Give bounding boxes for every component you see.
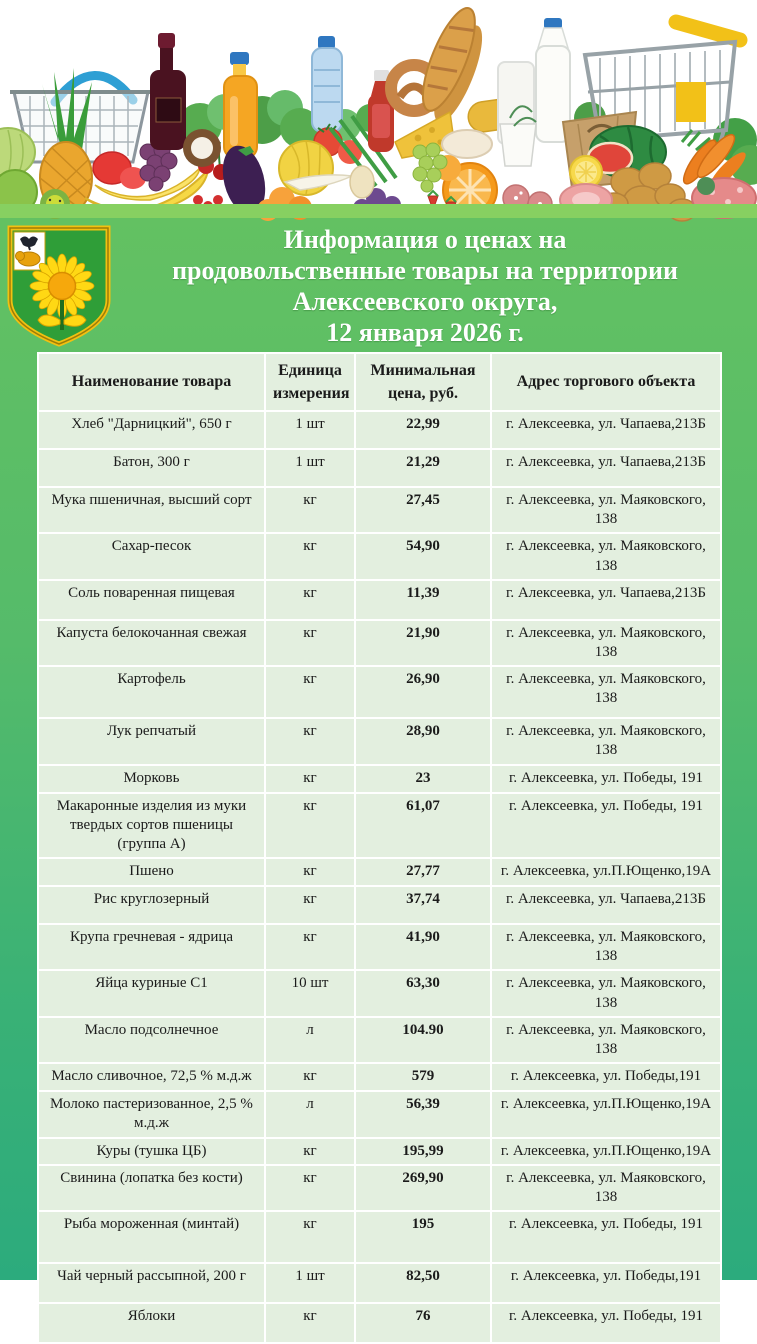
price-cell: 26,90 [355,666,491,718]
table-row [38,666,721,718]
unit-cell: кг [265,718,355,764]
unit-cell: кг [265,793,355,859]
price-cell: 104.90 [355,1017,491,1063]
name-cell: Картофель [38,666,265,718]
unit-cell: кг [265,487,355,533]
name-cell: Мука пшеничная, высший сорт [38,487,265,533]
table-row [38,886,721,924]
table-row [38,718,721,764]
unit-cell: кг [265,620,355,666]
unit-cell: л [265,1017,355,1063]
page-title-line: продовольственные товары на территории [172,256,678,285]
name-cell: Морковь [38,765,265,793]
price-cell: 28,90 [355,718,491,764]
unit-cell: л [265,1091,355,1137]
table-row [38,1263,721,1303]
unit-cell: 1 шт [265,411,355,449]
name-cell: Капуста белокочанная свежая [38,620,265,666]
name-cell: Яблоки [38,1303,265,1343]
table-row [38,1017,721,1063]
name-cell: Макаронные изделия из муки твердых сортов пшеницы (группа А) [38,793,265,859]
price-cell: 82,50 [355,1263,491,1303]
table-row [38,1303,721,1343]
address-cell: г. Алексеевка, ул. Победы,191 [491,1063,721,1091]
name-cell: Рыба мороженная (минтай) [38,1211,265,1263]
table-row [38,1165,721,1211]
table-row [38,487,721,533]
page-title-line: Информация о ценах на [283,225,567,254]
table-row [38,765,721,793]
unit-cell: кг [265,858,355,886]
price-cell: 63,30 [355,970,491,1016]
address-cell: г. Алексеевка, ул. Маяковского, 138 [491,924,721,970]
unit-cell: кг [265,1211,355,1263]
unit-cell: кг [265,1138,355,1165]
unit-cell: 1 шт [265,449,355,487]
table-row [38,924,721,970]
unit-cell: кг [265,1063,355,1091]
price-cell: 195 [355,1211,491,1263]
price-cell: 579 [355,1063,491,1091]
table-row [38,1091,721,1137]
unit-cell: кг [265,580,355,620]
name-cell: Масло подсолнечное [38,1017,265,1063]
table-header-row [38,353,721,411]
address-cell: г. Алексеевка, ул. Маяковского, 138 [491,666,721,718]
unit-cell: кг [265,1165,355,1211]
unit-cell: кг [265,765,355,793]
table-row [38,411,721,449]
address-cell: г. Алексеевка, ул.П.Ющенко,19А [491,1091,721,1137]
table-row [38,1063,721,1091]
address-cell: г. Алексеевка, ул. Чапаева,213Б [491,580,721,620]
unit-cell: 1 шт [265,1263,355,1303]
name-cell: Свинина (лопатка без кости) [38,1165,265,1211]
address-cell: г. Алексеевка, ул. Чапаева,213Б [491,886,721,924]
name-cell: Хлеб "Дарницкий", 650 г [38,411,265,449]
table-row [38,580,721,620]
price-cell: 21,90 [355,620,491,666]
price-cell: 54,90 [355,533,491,579]
table-row [38,858,721,886]
price-cell: 21,29 [355,449,491,487]
address-cell: г. Алексеевка, ул. Чапаева,213Б [491,449,721,487]
name-cell: Чай черный рассыпной, 200 г [38,1263,265,1303]
address-cell: г. Алексеевка, ул. Победы, 191 [491,765,721,793]
alekseevsky-coat-of-arms [6,224,112,348]
name-cell: Пшено [38,858,265,886]
price-cell: 41,90 [355,924,491,970]
address-cell: г. Алексеевка, ул. Чапаева,213Б [491,411,721,449]
name-cell: Сахар-песок [38,533,265,579]
table-row [38,793,721,859]
sunflower-illustration [30,254,94,330]
unit-cell: кг [265,1303,355,1343]
address-cell: г. Алексеевка, ул. Маяковского, 138 [491,487,721,533]
unit-cell: кг [265,533,355,579]
address-cell: г. Алексеевка, ул. Маяковского, 138 [491,1165,721,1211]
banner-bottom-strip [0,204,757,218]
unit-cell: 10 шт [265,970,355,1016]
price-table [37,352,722,1344]
price-cell: 27,45 [355,487,491,533]
price-cell: 27,77 [355,858,491,886]
address-cell: г. Алексеевка, ул. Победы, 191 [491,1211,721,1263]
table-row [38,533,721,579]
name-cell: Масло сливочное, 72,5 % м.д.ж [38,1063,265,1091]
pear-illustration [350,166,374,198]
page-title-line: 12 января 2026 г. [326,318,524,347]
price-cell: 61,07 [355,793,491,859]
column-header-product: Наименование товара [38,353,265,411]
page-title-line: Алексеевского округа, [292,287,558,316]
price-cell: 195,99 [355,1138,491,1165]
address-cell: г. Алексеевка, ул. Маяковского, 138 [491,1017,721,1063]
address-cell: г. Алексеевка, ул. Маяковского, 138 [491,718,721,764]
name-cell: Крупа гречневая - ядрица [38,924,265,970]
table-row [38,449,721,487]
address-cell: г. Алексеевка, ул.П.Ющенко,19А [491,858,721,886]
column-header-price: Минимальная цена, руб. [355,353,491,411]
price-cell: 11,39 [355,580,491,620]
table-row [38,620,721,666]
table-row [38,1211,721,1263]
address-cell: г. Алексеевка, ул. Победы, 191 [491,793,721,859]
name-cell: Куры (тушка ЦБ) [38,1138,265,1165]
name-cell: Молоко пастеризованное, 2,5 % м.д.ж [38,1091,265,1137]
name-cell: Рис круглозерный [38,886,265,924]
name-cell: Яйца куриные С1 [38,970,265,1016]
name-cell: Соль поваренная пищевая [38,580,265,620]
address-cell: г. Алексеевка, ул. Победы, 191 [491,1303,721,1343]
column-header-unit: Единица измерения [265,353,355,411]
address-cell: г. Алексеевка, ул. Маяковского, 138 [491,970,721,1016]
table-row [38,1138,721,1165]
coconut-illustration [183,129,221,167]
column-header-address: Адрес торгового объекта [491,353,721,411]
address-cell: г. Алексеевка, ул. Маяковского, 138 [491,620,721,666]
grocery-banner-illustration [0,0,757,218]
price-cell: 269,90 [355,1165,491,1211]
unit-cell: кг [265,924,355,970]
name-cell: Лук репчатый [38,718,265,764]
name-cell: Батон, 300 г [38,449,265,487]
water-bottle-illustration [312,36,342,132]
price-cell: 23 [355,765,491,793]
price-cell: 76 [355,1303,491,1343]
address-cell: г. Алексеевка, ул. Победы,191 [491,1263,721,1303]
address-cell: г. Алексеевка, ул.П.Ющенко,19А [491,1138,721,1165]
unit-cell: кг [265,666,355,718]
price-cell: 56,39 [355,1091,491,1137]
unit-cell: кг [265,886,355,924]
table-row [38,970,721,1016]
page-title [112,224,738,348]
address-cell: г. Алексеевка, ул. Маяковского, 138 [491,533,721,579]
price-cell: 37,74 [355,886,491,924]
price-cell: 22,99 [355,411,491,449]
